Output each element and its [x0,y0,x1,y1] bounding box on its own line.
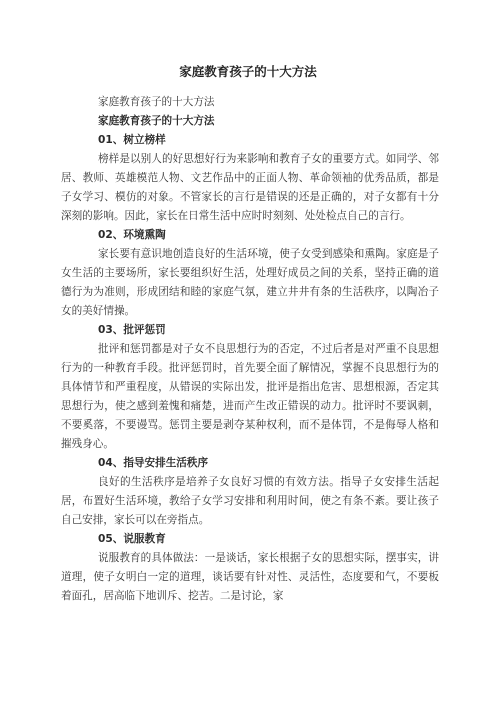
section-heading: 02、环境熏陶 [98,229,166,241]
section-heading: 01、树立榜样 [98,134,166,146]
document-body [61,93,439,606]
section-paragraph: 说服教育的具体做法：一是谈话，家长根据子女的思想实际，摆事实，讲道理，使子女明白一定的道理，谈话要有针对性、灵活性，态度要和气，不要板着面孔，居高临下地训斥、挖苦。二是讨论，家 [61,552,439,602]
section-paragraph: 批评和惩罚都是对子女不良思想行为的否定，不过后者是对严重不良思想行为的一种教育手段。批评惩罚时，首先要全面了解情况，掌握不良思想行为的具体情节和严重程度，从错误的实际出发，批评是指出危害、思想根源，否定其思想行为，使之感到羞愧和痛楚，进而产生改正错误的动力。批评时不要讽刺，不要奚落，不要谩骂。惩罚主要是剥夺某种权利，而不是体罚，不是侮辱人格和摧残身心。 [61,343,439,450]
section-paragraph: 榜样是以别人的好思想好行为来影响和教育子女的重要方式。如同学、邻居、教师、英雄模范人物、文艺作品中的正面人物、革命领袖的优秀品质，都是子女学习、模仿的对象。不管家长的言行是错误的还是正确的，对子女都有十分深刻的影响。因此，家长在日常生活中应时时刻刻、处处检点自己的言行。 [61,153,439,222]
section-heading: 03、批评惩罚 [98,324,166,336]
section-paragraph: 家长要有意识地创造良好的生活环境，使子女受到感染和熏陶。家庭是子女生活的主要场所，家长要组织好生活，处理好成员之间的关系，坚持正确的道德行为为准则，形成团结和睦的家庭气氛，建立井井有条的生活秩序，以陶冶子女的美好情操。 [61,248,439,317]
document-title: 家庭教育孩子的十大方法 [179,64,317,79]
document-subtitle: 家庭教育孩子的十大方法 [98,96,215,108]
section-heading: 05、说服教育 [98,533,166,545]
document-heading: 家庭教育孩子的十大方法 [98,115,215,127]
section-paragraph: 良好的生活秩序是培养子女良好习惯的有效方法。指导子女安排生活起居，布置好生活环境，教给子女学习安排和利用时间，使之有条不紊。要让孩子自己安排，家长可以在旁指点。 [61,476,439,526]
section-heading: 04、指导安排生活秩序 [98,457,209,469]
